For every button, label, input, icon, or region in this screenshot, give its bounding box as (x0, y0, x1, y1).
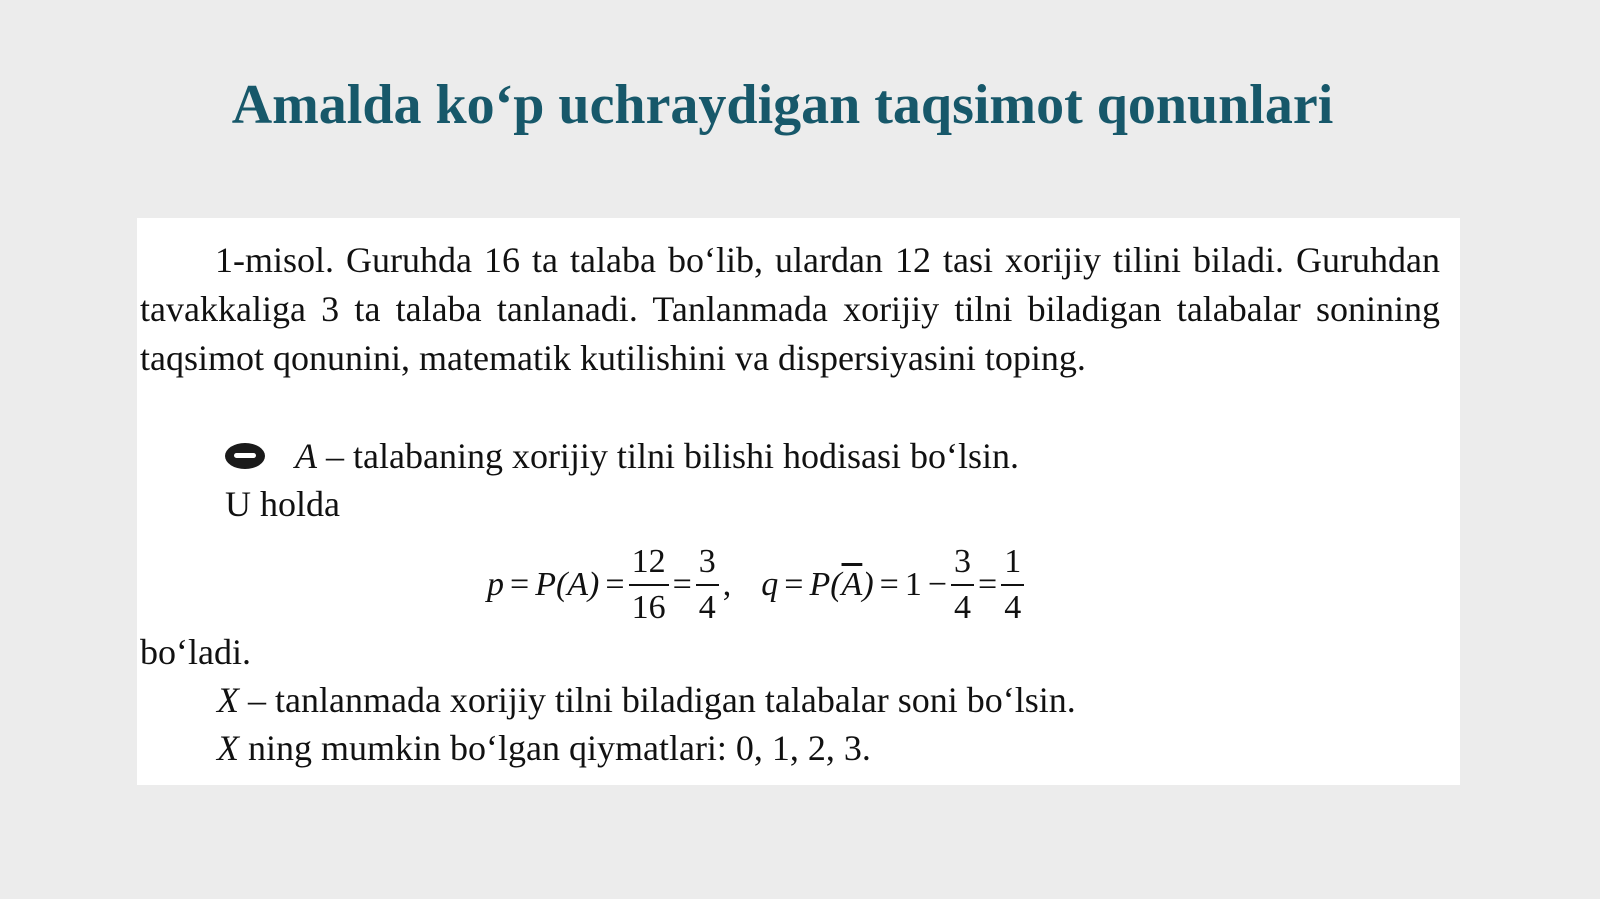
slide-title: Amalda ko‘p uchraydigan taqsimot qonunlari (231, 74, 1334, 136)
formula-q-var: q (761, 566, 779, 603)
formula-eq-2: = (605, 566, 625, 603)
fraction-denominator: 4 (1004, 589, 1022, 626)
fraction-numerator: 3 (951, 540, 974, 586)
fraction-denominator: 4 (954, 589, 972, 626)
formula-p-func: P(A) (535, 566, 600, 603)
fraction-denominator: 16 (631, 589, 666, 626)
x-definition-line (217, 676, 1076, 725)
fraction-numerator: 12 (629, 540, 669, 586)
formula-minus: − (927, 566, 948, 603)
x-values-text: ning mumkin bo‘lgan qiymatlari: 0, 1, 2, 3. (239, 728, 871, 768)
formula-one: 1 (904, 566, 922, 603)
probability-formula (487, 540, 1028, 630)
formula-eq-1: = (510, 566, 530, 603)
fraction-denominator: 4 (698, 589, 716, 626)
fraction-q-1-4 (1001, 540, 1024, 630)
solution-event-line (225, 432, 1019, 481)
u-holda-line: U holda (225, 484, 340, 524)
event-variable: A (295, 436, 317, 476)
event-description: – talabaning xorijiy tilni bilishi hodisasi bo‘lsin. (317, 436, 1019, 476)
formula-p-var: p (487, 566, 504, 603)
x-variable: X (217, 728, 239, 768)
example-content-panel (137, 218, 1460, 785)
x-variable: X (217, 680, 239, 720)
fraction-3-4 (696, 540, 719, 630)
formula-eq-4: = (784, 566, 804, 603)
fraction-q-3-4 (951, 540, 974, 630)
formula-eq-3: = (672, 566, 692, 603)
complement-event-var: $\overline{A}$ (841, 566, 863, 603)
solution-marker-icon (225, 443, 265, 469)
fraction-numerator: 1 (1001, 540, 1024, 586)
fraction-12-16 (629, 540, 669, 630)
problem-statement: 1-misol. Guruhda 16 ta talaba bo‘lib, ulardan 12 tasi xorijiy tilini biladi. Guruhdan tavakkaliga 3 ta talaba tanlanadi. Tanlanmada xorijiy tilni biladigan talabalar sonining taqsimot qonunini, matematik kutilishini va dispersiyasini toping. (140, 240, 1440, 378)
formula-q-func: $P(\overline{A})$ (809, 566, 874, 603)
formula-comma: , (722, 566, 732, 603)
formula-eq-5: = (879, 566, 899, 603)
boladi-line: bo‘ladi. (140, 632, 251, 672)
formula-eq-6: = (978, 566, 998, 603)
x-definition-text: – tanlanmada xorijiy tilni biladigan talabalar soni bo‘lsin. (239, 680, 1076, 720)
fraction-numerator: 3 (696, 540, 719, 586)
x-values-line (217, 724, 871, 773)
